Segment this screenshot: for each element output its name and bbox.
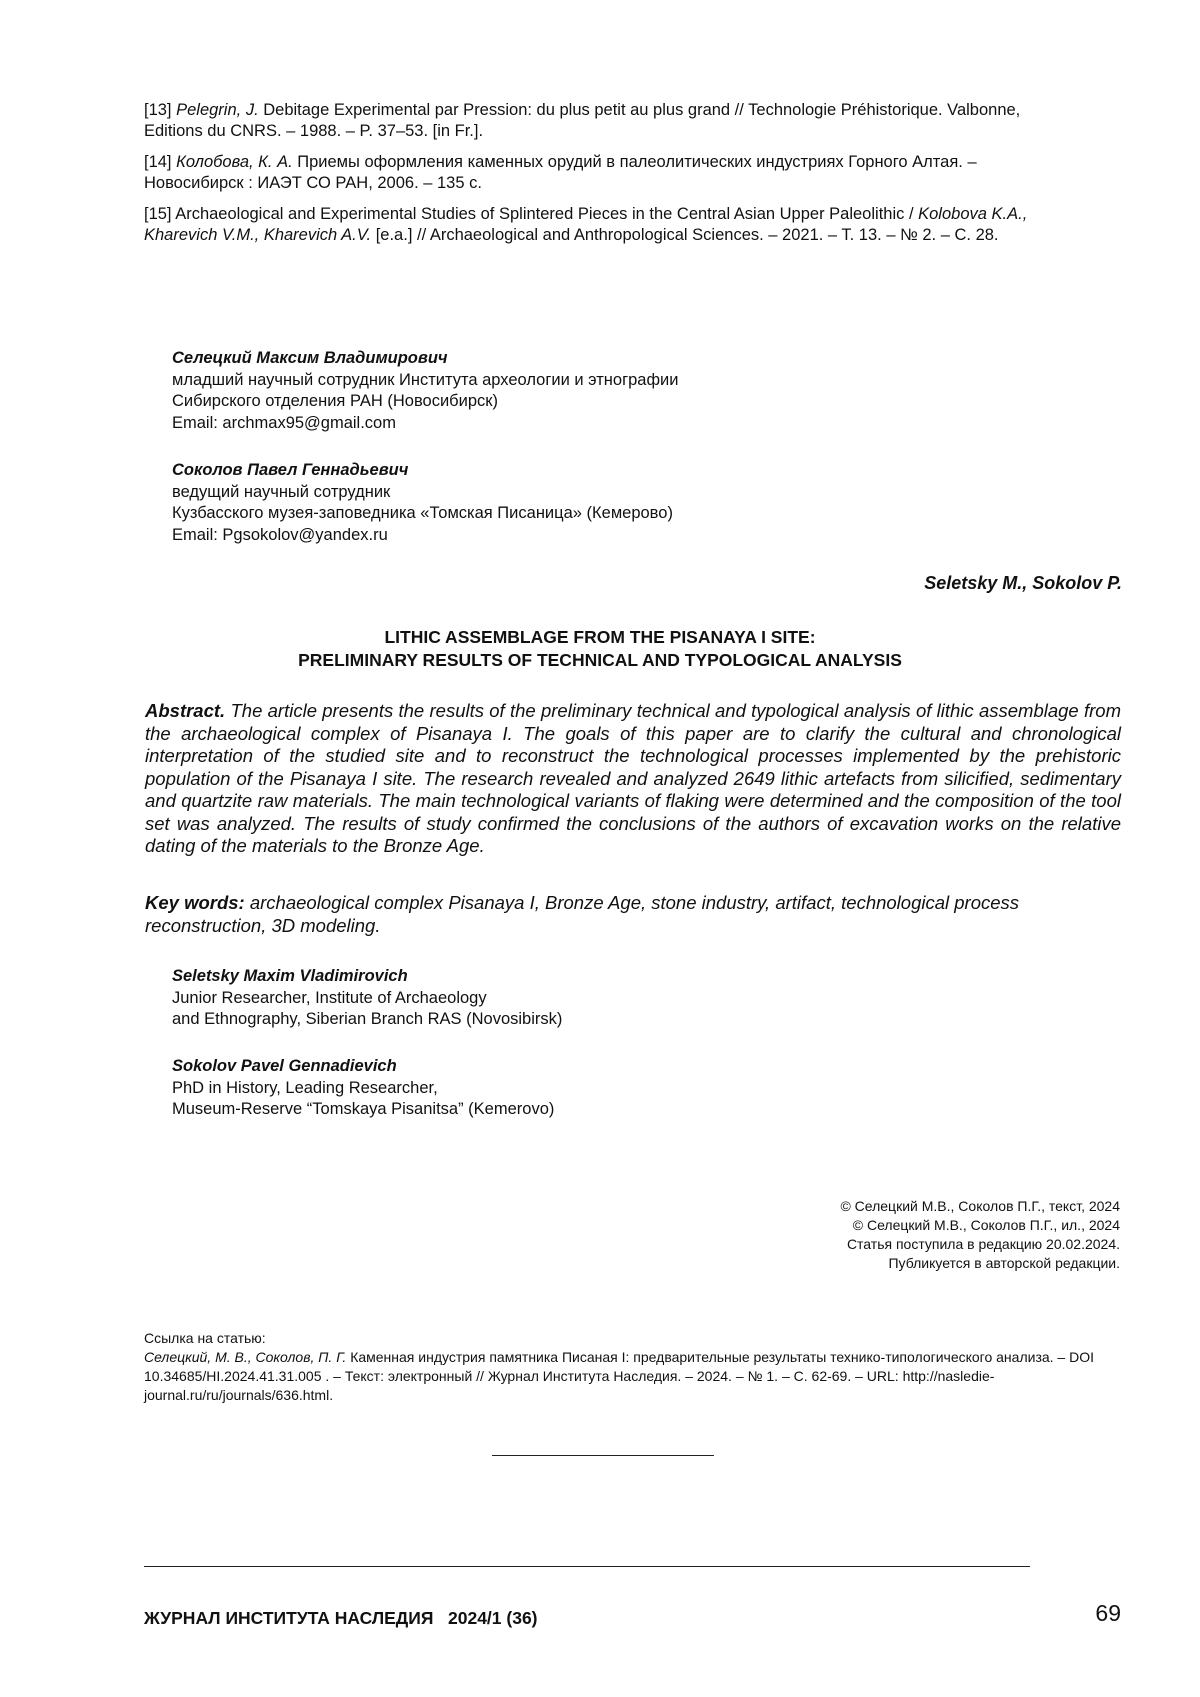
keywords: [145, 892, 1121, 937]
reference-authors: Kolobova K.A., Kharevich V.M., Kharevich A.V.: [144, 205, 1027, 244]
author-affiliation: Сибирского отделения РАН (Новосибирск): [172, 391, 678, 413]
author-email: Email: Pgsokolov@yandex.ru: [172, 525, 673, 547]
keywords-label: Key words:: [145, 892, 245, 913]
author-position: Junior Researcher, Institute of Archaeology: [172, 988, 562, 1010]
reference-13: [13] Pelegrin, J. Debitage Experimental par Pression: du plus petit au plus grand // Technologie Préhistorique. Valbonne, Editions du CNRS. – 1988. – P. 37–53. [in Fr.].: [144, 100, 1044, 142]
author-en-sokolov: [172, 1056, 554, 1121]
author-affiliation: Museum-Reserve “Tomskaya Pisanitsa” (Kemerovo): [172, 1099, 554, 1121]
references-list: [144, 100, 1044, 256]
author-name: Селецкий Максим Владимирович: [172, 348, 678, 370]
copyright-block: © Селецкий М.В., Соколов П.Г., текст, 2024 © Селецкий М.В., Соколов П.Г., ил., 2024 Статья поступила в редакцию 20.02.2024. Публикуется в авторской редакции.: [840, 1197, 1120, 1273]
journal-name: ЖУРНАЛ ИНСТИТУТА НАСЛЕДИЯ 2024/1 (36): [144, 1608, 538, 1629]
author-affiliation: and Ethnography, Siberian Branch RAS (Novosibirsk): [172, 1009, 562, 1031]
reference-authors: Колобова, К. А.: [176, 153, 293, 171]
reference-14: [14] Колобова, К. А. Приемы оформления каменных орудий в палеолитических индустриях Горного Алтая. – Новосибирск : ИАЭТ СО РАН, 2006. – 135 с.: [144, 152, 1044, 194]
author-byline: Seletsky M., Sokolov P.: [924, 573, 1122, 594]
citation-heading: Ссылка на статью:: [144, 1329, 1104, 1348]
article-title: LITHIC ASSEMBLAGE FROM THE PISANAYA I SITE: PRELIMINARY RESULTS OF TECHNICAL AND TYPOLOGICAL ANALYSIS: [100, 626, 1100, 672]
reference-authors: Pelegrin, J.: [176, 101, 259, 119]
reference-15: [15] Archaeological and Experimental Studies of Splintered Pieces in the Central Asian Upper Paleolithic / Kolobova K.A., Kharevich V.M., Kharevich A.V. [e.a.] // Archaeological and Anthropological Sciences. – 2021. – T. 13. – № 2. – C. 28.: [144, 204, 1044, 246]
author-name: Seletsky Maxim Vladimirovich: [172, 966, 562, 988]
author-ru-seletsky: [172, 348, 678, 434]
author-position: PhD in History, Leading Researcher,: [172, 1078, 554, 1100]
keywords-text: archaeological complex Pisanaya I, Bronze Age, stone industry, artifact, technological process reconstruction, 3D modeling.: [145, 892, 1019, 936]
footer-divider: [144, 1566, 1030, 1567]
author-position: младший научный сотрудник Института археологии и этнографии: [172, 370, 678, 392]
author-name: Соколов Павел Геннадьевич: [172, 460, 673, 482]
author-position: ведущий научный сотрудник: [172, 482, 673, 504]
citation-block: [144, 1329, 1104, 1405]
short-divider: [492, 1455, 714, 1456]
abstract: [145, 700, 1121, 858]
author-affiliation: Кузбасского музея-заповедника «Томская Писаница» (Кемерово): [172, 503, 673, 525]
page-number: 69: [1095, 1600, 1121, 1627]
author-email: Email: archmax95@gmail.com: [172, 413, 678, 435]
citation-text: Селецкий, М. В., Соколов, П. Г. Каменная индустрия памятника Писаная I: предварительные результаты технико-типологического анализа. – DOI 10.34685/HI.2024.41.31.005 . – Текст: электронный // Журнал Института Наследия. – 2024. – № 1. – С. 62-69. – URL: http://nasledie-journal.ru/ru/journals/636.html.: [144, 1348, 1104, 1405]
author-en-seletsky: [172, 966, 562, 1031]
author-ru-sokolov: [172, 460, 673, 546]
abstract-text: The article presents the results of the preliminary technical and typological analysis of lithic assemblage from the archaeological complex of Pisanaya I. The goals of this paper are to clarify the cultural and chronological interpretation of the studied site and to reconstruct the technological processes implemented by the prehistoric population of the Pisanaya I site. The research revealed and analyzed 2649 lithic artefacts from silicified, sedimentary and quartzite raw materials. The main technological variants of flaking were determined and the composition of the tool set was analyzed. The results of study confirmed the conclusions of the authors of excavation works on the relative dating of the materials to the Bronze Age.: [145, 700, 1121, 856]
abstract-label: Abstract.: [145, 700, 225, 721]
author-name: Sokolov Pavel Gennadievich: [172, 1056, 554, 1078]
